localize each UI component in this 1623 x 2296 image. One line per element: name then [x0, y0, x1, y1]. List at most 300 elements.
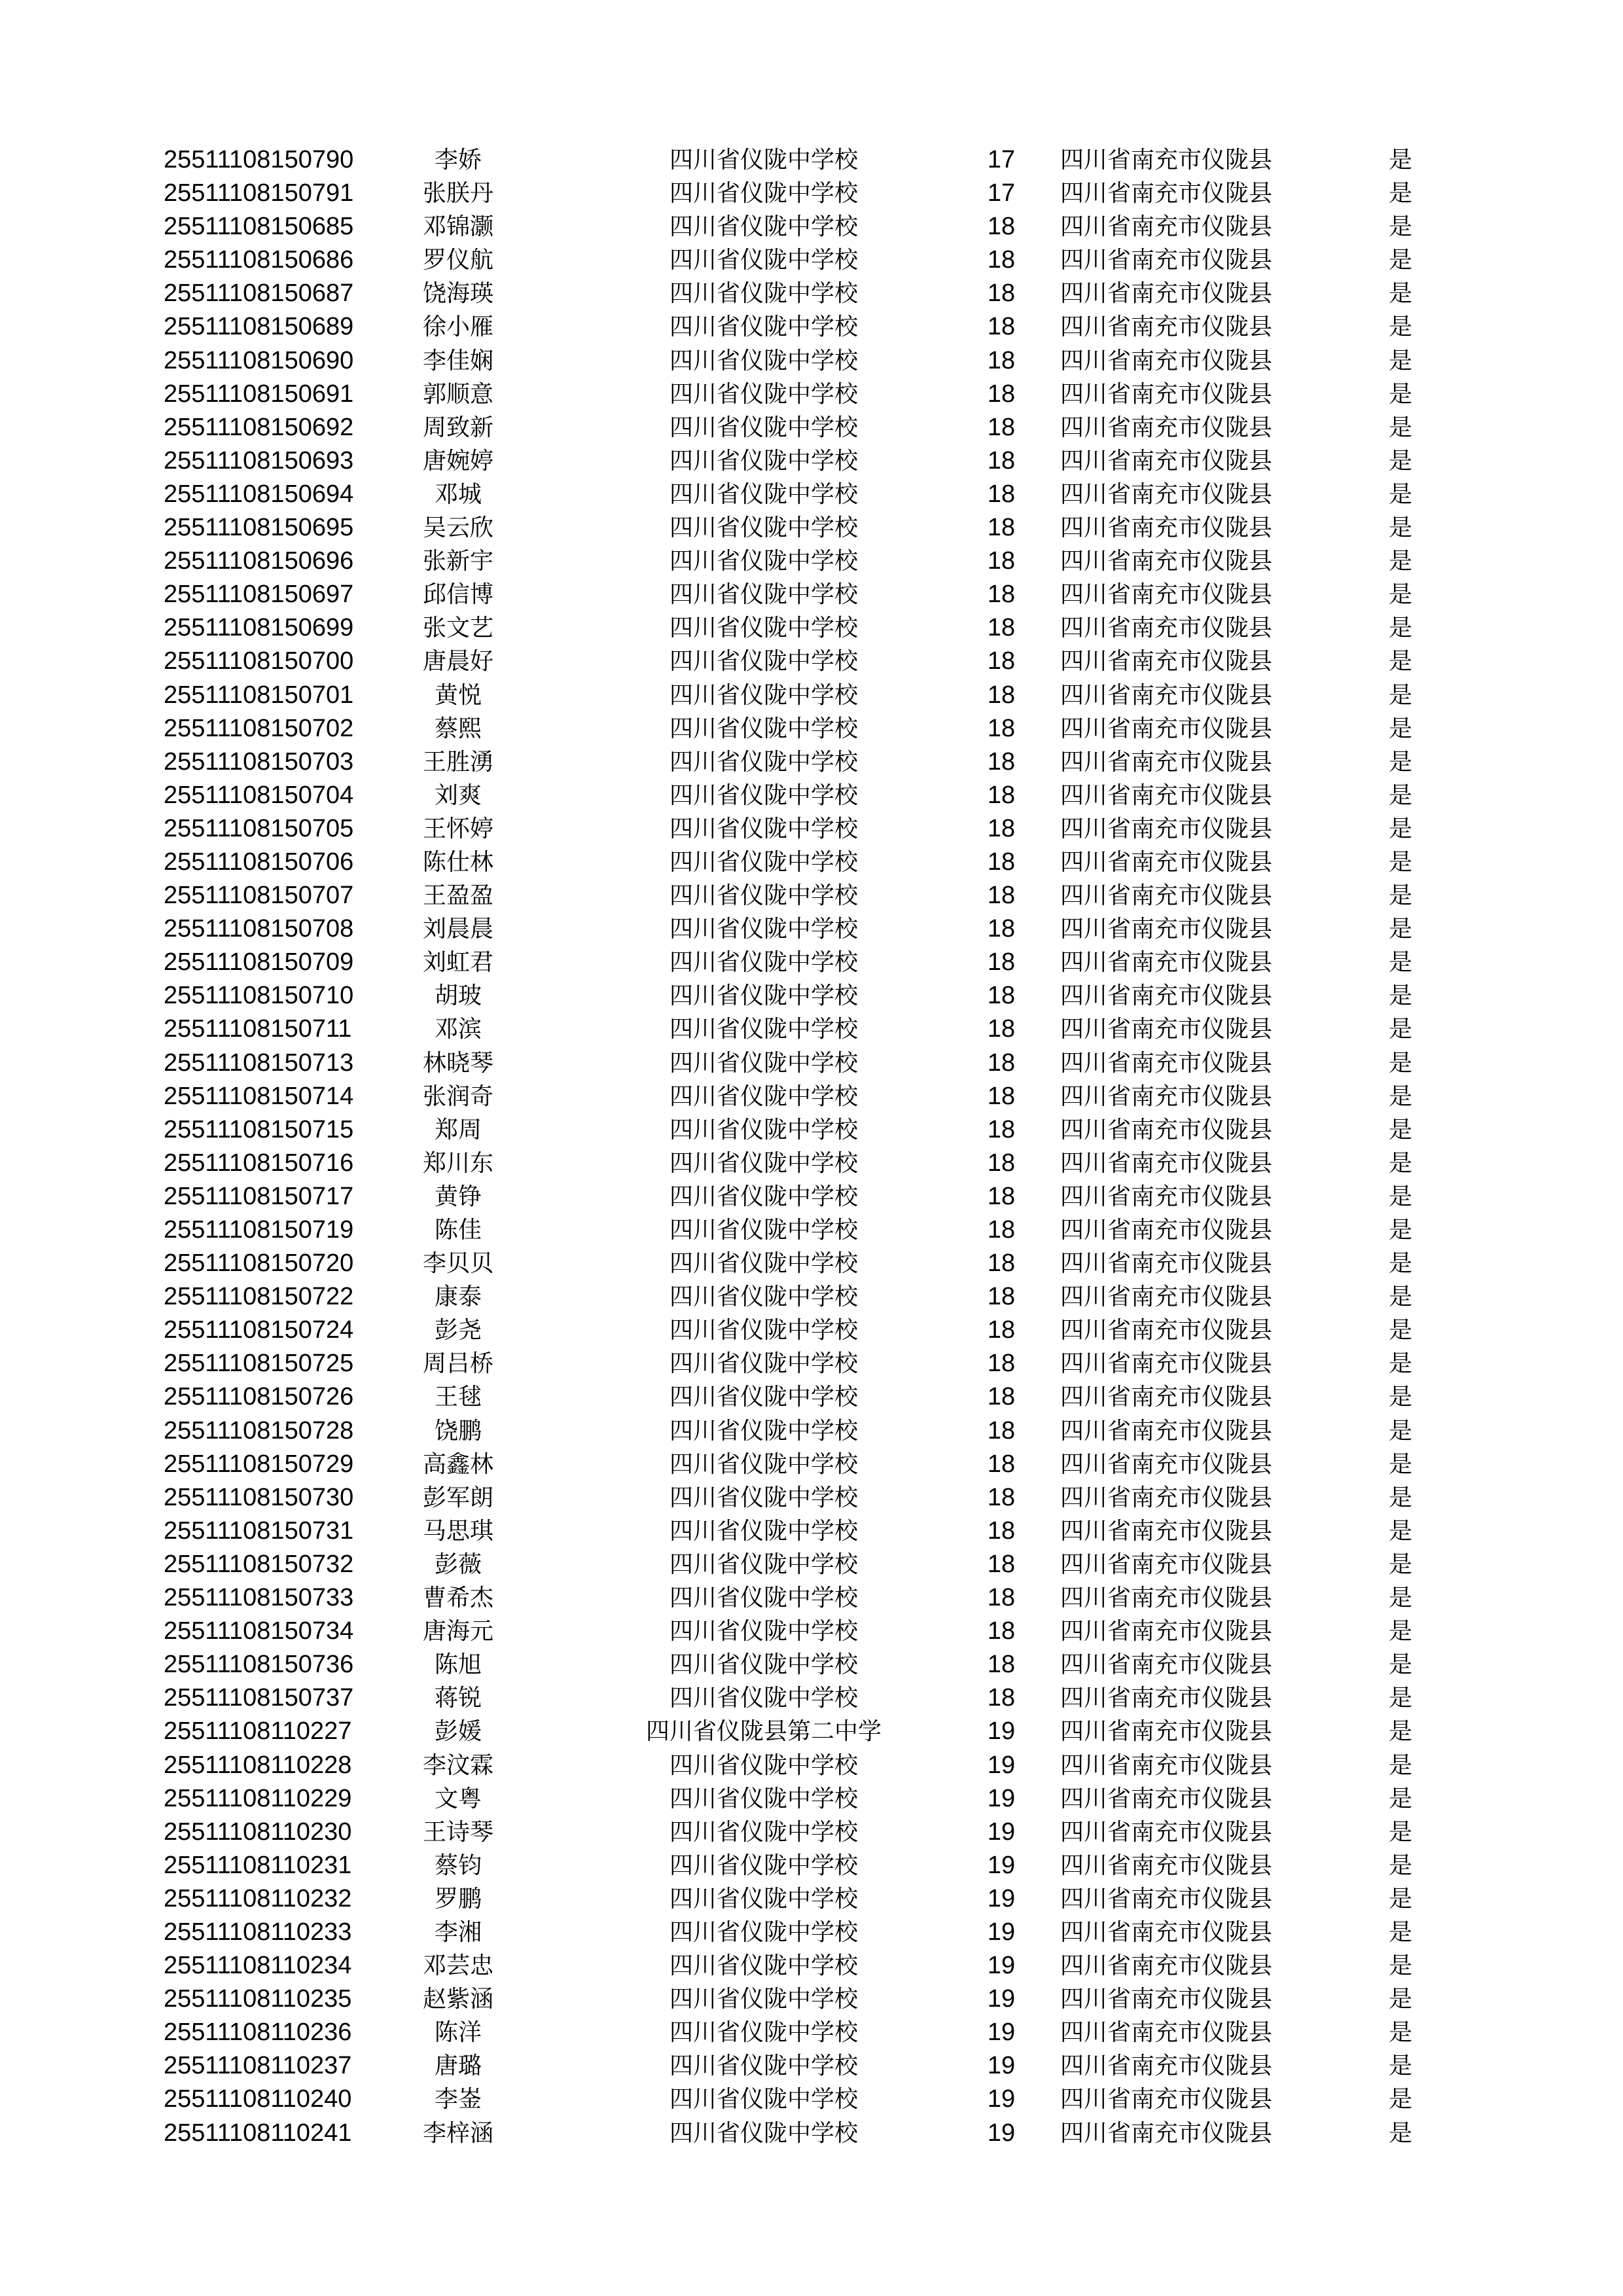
student-name: 胡玻 — [435, 982, 482, 1010]
region: 四川省南充市仪陇县 — [1060, 1384, 1273, 1411]
table-row: 25511108150736 陈旭 四川省仪陇中学校 18 四川省南充市仪陇县 是 — [0, 1648, 1623, 1681]
eligible-flag: 是 — [1389, 815, 1413, 842]
registration-id: 25511108150731 — [164, 1516, 354, 1545]
school-name: 四川省仪陇中学校 — [669, 1618, 859, 1645]
school-name: 四川省仪陇中学校 — [669, 648, 859, 675]
region: 四川省南充市仪陇县 — [1060, 247, 1273, 274]
school-name: 四川省仪陇中学校 — [669, 1317, 859, 1344]
table-row: 25511108150713 林晓琴 四川省仪陇中学校 18 四川省南充市仪陇县 是 — [0, 1047, 1623, 1080]
region: 四川省南充市仪陇县 — [1060, 1785, 1273, 1812]
student-name: 彭尧 — [435, 1317, 482, 1344]
school-name: 四川省仪陇中学校 — [669, 715, 859, 742]
table-row: 25511108150709 刘虹君 四川省仪陇中学校 18 四川省南充市仪陇县 是 — [0, 946, 1623, 979]
table-row: 25511108150714 张润奇 四川省仪陇中学校 18 四川省南充市仪陇县 是 — [0, 1080, 1623, 1113]
region: 四川省南充市仪陇县 — [1060, 581, 1273, 609]
registration-id: 25511108150696 — [164, 547, 354, 575]
region: 四川省南充市仪陇县 — [1060, 1350, 1273, 1378]
registration-id: 25511108150699 — [164, 614, 354, 642]
eligible-flag: 是 — [1389, 648, 1413, 675]
region: 四川省南充市仪陇县 — [1060, 1986, 1273, 2013]
school-name: 四川省仪陇中学校 — [669, 615, 859, 642]
student-name: 林晓琴 — [423, 1049, 494, 1077]
region: 四川省南充市仪陇县 — [1060, 314, 1273, 341]
registration-id: 25511108150724 — [164, 1316, 354, 1344]
eligible-flag: 是 — [1389, 1417, 1413, 1444]
student-name: 黄铮 — [435, 1183, 482, 1210]
eligible-flag: 是 — [1389, 1083, 1413, 1110]
eligible-flag: 是 — [1389, 1718, 1413, 1746]
school-name: 四川省仪陇中学校 — [669, 581, 859, 609]
eligible-flag: 是 — [1389, 1450, 1413, 1478]
region: 四川省南充市仪陇县 — [1060, 1952, 1273, 1980]
student-name: 唐海元 — [423, 1618, 494, 1645]
school-name: 四川省仪陇中学校 — [669, 514, 859, 542]
table-row: 25511108150726 王毬 四川省仪陇中学校 18 四川省南充市仪陇县 是 — [0, 1380, 1623, 1414]
registration-id: 25511108110240 — [164, 2085, 352, 2113]
student-name: 张朕丹 — [423, 180, 494, 207]
eligible-flag: 是 — [1389, 1350, 1413, 1378]
registration-id: 25511108150693 — [164, 446, 354, 475]
eligible-flag: 是 — [1389, 2053, 1413, 2080]
registration-id: 25511108150734 — [164, 1617, 354, 1645]
student-name: 邓滨 — [435, 1016, 482, 1043]
school-name: 四川省仪陇中学校 — [669, 1149, 859, 1177]
registration-id: 25511108150790 — [164, 146, 354, 173]
table-row: 25511108150715 郑周 四川省仪陇中学校 18 四川省南充市仪陇县 是 — [0, 1113, 1623, 1147]
school-name: 四川省仪陇中学校 — [669, 1818, 859, 1846]
eligible-flag: 是 — [1389, 1049, 1413, 1077]
student-name: 蒋锐 — [435, 1685, 482, 1712]
school-name: 四川省仪陇中学校 — [669, 1116, 859, 1143]
school-name: 四川省仪陇中学校 — [669, 147, 859, 173]
registration-id: 25511108150726 — [164, 1383, 354, 1411]
table-row: 25511108150733 曹希杰 四川省仪陇中学校 18 四川省南充市仪陇县 是 — [0, 1581, 1623, 1615]
region: 四川省南充市仪陇县 — [1060, 1618, 1273, 1645]
student-name: 蔡熙 — [435, 715, 482, 742]
student-name: 郭顺意 — [423, 380, 494, 408]
table-row: 25511108150734 唐海元 四川省仪陇中学校 18 四川省南充市仪陇县 是 — [0, 1615, 1623, 1648]
region: 四川省南充市仪陇县 — [1060, 147, 1273, 173]
school-name: 四川省仪陇中学校 — [669, 548, 859, 575]
registration-id: 25511108150728 — [164, 1416, 354, 1444]
table-row: 25511108150720 李贝贝 四川省仪陇中学校 18 四川省南充市仪陇县 是 — [0, 1247, 1623, 1280]
student-name: 陈旭 — [435, 1651, 482, 1679]
eligible-flag: 是 — [1389, 916, 1413, 943]
student-name: 唐婉婷 — [423, 447, 494, 475]
table-row: 25511108150705 王怀婷 四川省仪陇中学校 18 四川省南充市仪陇县 是 — [0, 812, 1623, 846]
student-name: 李娇 — [435, 147, 482, 173]
registration-id: 25511108150709 — [164, 948, 354, 977]
region: 四川省南充市仪陇县 — [1060, 1918, 1273, 1946]
table-row: 25511108110234 邓芸忠 四川省仪陇中学校 19 四川省南充市仪陇县 是 — [0, 1949, 1623, 1982]
region: 四川省南充市仪陇县 — [1060, 1484, 1273, 1511]
eligible-flag: 是 — [1389, 1016, 1413, 1043]
table-row: 25511108150790 李娇 四川省仪陇中学校 17 四川省南充市仪陇县 是 — [0, 143, 1623, 177]
table-row: 25511108150699 张文艺 四川省仪陇中学校 18 四川省南充市仪陇县 是 — [0, 611, 1623, 645]
table-row: 25511108150687 饶海瑛 四川省仪陇中学校 18 四川省南充市仪陇县 是 — [0, 277, 1623, 310]
eligible-flag: 是 — [1389, 615, 1413, 642]
eligible-flag: 是 — [1389, 1250, 1413, 1278]
eligible-flag: 是 — [1389, 2086, 1413, 2113]
student-name: 王胜湧 — [423, 748, 494, 776]
registration-id: 25511108150691 — [164, 380, 354, 408]
table-row: 25511108150703 王胜湧 四川省仪陇中学校 18 四川省南充市仪陇县 是 — [0, 745, 1623, 779]
region: 四川省南充市仪陇县 — [1060, 781, 1273, 809]
school-name: 四川省仪陇中学校 — [669, 781, 859, 809]
table-row: 25511108150697 邱信博 四川省仪陇中学校 18 四川省南充市仪陇县 是 — [0, 578, 1623, 611]
table-row: 25511108150711 邓滨 四川省仪陇中学校 18 四川省南充市仪陇县 是 — [0, 1013, 1623, 1046]
school-name: 四川省仪陇中学校 — [669, 1183, 859, 1210]
table-row: 25511108110231 蔡钧 四川省仪陇中学校 19 四川省南充市仪陇县 是 — [0, 1849, 1623, 1882]
school-name: 四川省仪陇中学校 — [669, 748, 859, 776]
table-row: 25511108150690 李佳娴 四川省仪陇中学校 18 四川省南充市仪陇县 是 — [0, 344, 1623, 378]
table-row: 25511108150694 邓城 四川省仪陇中学校 18 四川省南充市仪陇县 是 — [0, 478, 1623, 511]
student-name: 李梓涵 — [423, 2119, 494, 2147]
student-name: 饶鹏 — [435, 1417, 482, 1444]
student-name: 陈仕林 — [423, 848, 494, 876]
school-name: 四川省仪陇中学校 — [669, 2086, 859, 2113]
registration-id: 25511108110228 — [164, 1751, 352, 1779]
school-name: 四川省仪陇中学校 — [669, 1350, 859, 1378]
registration-id: 25511108150725 — [164, 1350, 354, 1378]
eligible-flag: 是 — [1389, 2119, 1413, 2147]
eligible-flag: 是 — [1389, 781, 1413, 809]
region: 四川省南充市仪陇县 — [1060, 2086, 1273, 2113]
student-name: 王诗琴 — [423, 1818, 494, 1846]
registration-id: 25511108110231 — [164, 1851, 352, 1879]
student-name: 唐璐 — [435, 2053, 482, 2080]
region: 四川省南充市仪陇县 — [1060, 2119, 1273, 2147]
registration-id: 25511108150736 — [164, 1651, 354, 1679]
eligible-flag: 是 — [1389, 213, 1413, 241]
eligible-flag: 是 — [1389, 1618, 1413, 1645]
registration-id: 25511108110233 — [164, 1918, 352, 1946]
registration-id: 25511108150694 — [164, 480, 354, 508]
table-row: 25511108150704 刘爽 四川省仪陇中学校 18 四川省南充市仪陇县 是 — [0, 779, 1623, 812]
school-name: 四川省仪陇中学校 — [669, 848, 859, 876]
student-name: 王盈盈 — [423, 882, 494, 910]
region: 四川省南充市仪陇县 — [1060, 916, 1273, 943]
school-name: 四川省仪陇中学校 — [669, 180, 859, 207]
student-name: 刘晨晨 — [423, 916, 494, 943]
eligible-flag: 是 — [1389, 1918, 1413, 1946]
registration-id: 25511108150732 — [164, 1550, 354, 1578]
table-row: 25511108110240 李崟 四川省仪陇中学校 19 四川省南充市仪陇县 是 — [0, 2083, 1623, 2116]
school-name: 四川省仪陇中学校 — [669, 1016, 859, 1043]
eligible-flag: 是 — [1389, 1183, 1413, 1210]
registration-id: 25511108150692 — [164, 413, 354, 441]
eligible-flag: 是 — [1389, 447, 1413, 475]
table-row: 25511108110241 李梓涵 四川省仪陇中学校 19 四川省南充市仪陇县 是 — [0, 2117, 1623, 2150]
registration-id: 25511108150700 — [164, 647, 354, 675]
registration-id: 25511108150685 — [164, 213, 354, 241]
region: 四川省南充市仪陇县 — [1060, 1585, 1273, 1612]
school-name: 四川省仪陇中学校 — [669, 347, 859, 374]
registration-id: 25511108150710 — [164, 982, 354, 1010]
school-name: 四川省仪陇中学校 — [669, 1852, 859, 1879]
table-row: 25511108150686 罗仪航 四川省仪陇中学校 18 四川省南充市仪陇县 是 — [0, 243, 1623, 277]
eligible-flag: 是 — [1389, 1818, 1413, 1846]
region: 四川省南充市仪陇县 — [1060, 1450, 1273, 1478]
student-name: 唐晨好 — [423, 648, 494, 675]
region: 四川省南充市仪陇县 — [1060, 1283, 1273, 1311]
table-row: 25511108150737 蒋锐 四川省仪陇中学校 18 四川省南充市仪陇县 是 — [0, 1681, 1623, 1715]
student-name: 高鑫林 — [423, 1450, 494, 1478]
eligible-flag: 是 — [1389, 1852, 1413, 1879]
registration-id: 25511108150687 — [164, 279, 354, 308]
eligible-flag: 是 — [1389, 280, 1413, 308]
student-name: 彭媛 — [435, 1718, 482, 1746]
table-row: 25511108150716 郑川东 四川省仪陇中学校 18 四川省南充市仪陇县 是 — [0, 1147, 1623, 1180]
registration-id: 25511108110230 — [164, 1818, 352, 1846]
registration-id: 25511108150697 — [164, 581, 354, 609]
eligible-flag: 是 — [1389, 247, 1413, 274]
registration-id: 25511108150704 — [164, 781, 354, 809]
eligible-flag: 是 — [1389, 380, 1413, 408]
region: 四川省南充市仪陇县 — [1060, 347, 1273, 374]
table-row: 25511108150701 黄悦 四川省仪陇中学校 18 四川省南充市仪陇县 是 — [0, 679, 1623, 712]
eligible-flag: 是 — [1389, 1384, 1413, 1411]
school-name: 四川省仪陇中学校 — [669, 213, 859, 241]
region: 四川省南充市仪陇县 — [1060, 280, 1273, 308]
student-name: 周致新 — [423, 414, 494, 441]
region: 四川省南充市仪陇县 — [1060, 615, 1273, 642]
table-row: 25511108150722 康泰 四川省仪陇中学校 18 四川省南充市仪陇县 是 — [0, 1280, 1623, 1314]
table-row: 25511108150724 彭尧 四川省仪陇中学校 18 四川省南充市仪陇县 是 — [0, 1314, 1623, 1347]
table-row: 25511108150700 唐晨好 四川省仪陇中学校 18 四川省南充市仪陇县 是 — [0, 645, 1623, 678]
school-name: 四川省仪陇中学校 — [669, 1517, 859, 1545]
eligible-flag: 是 — [1389, 1551, 1413, 1578]
registration-id: 25511108150720 — [164, 1249, 354, 1278]
school-name: 四川省仪陇中学校 — [669, 1484, 859, 1511]
table-row: 25511108110227 彭媛 四川省仪陇县第二中学 19 四川省南充市仪陇县 是 — [0, 1715, 1623, 1748]
registration-id: 25511108110235 — [164, 1985, 352, 2013]
school-name: 四川省仪陇中学校 — [669, 1751, 859, 1779]
student-name: 邓城 — [435, 480, 482, 508]
region: 四川省南充市仪陇县 — [1060, 1250, 1273, 1278]
region: 四川省南充市仪陇县 — [1060, 1651, 1273, 1679]
eligible-flag: 是 — [1389, 2019, 1413, 2047]
school-name: 四川省仪陇中学校 — [669, 1250, 859, 1278]
school-name: 四川省仪陇中学校 — [669, 380, 859, 408]
region: 四川省南充市仪陇县 — [1060, 1183, 1273, 1210]
registration-id: 25511108150703 — [164, 747, 354, 776]
region: 四川省南充市仪陇县 — [1060, 1517, 1273, 1545]
school-name: 四川省仪陇中学校 — [669, 1217, 859, 1244]
region: 四川省南充市仪陇县 — [1060, 1149, 1273, 1177]
region: 四川省南充市仪陇县 — [1060, 1016, 1273, 1043]
table-row: 25511108150695 吴云欣 四川省仪陇中学校 18 四川省南充市仪陇县 是 — [0, 511, 1623, 545]
table-row: 25511108150717 黄铮 四川省仪陇中学校 18 四川省南充市仪陇县 是 — [0, 1180, 1623, 1213]
school-name: 四川省仪陇中学校 — [669, 2119, 859, 2147]
eligible-flag: 是 — [1389, 982, 1413, 1010]
table-row: 25511108150689 徐小雁 四川省仪陇中学校 18 四川省南充市仪陇县 是 — [0, 310, 1623, 344]
table-row: 25511108150692 周致新 四川省仪陇中学校 18 四川省南充市仪陇县 是 — [0, 411, 1623, 444]
school-name: 四川省仪陇中学校 — [669, 1918, 859, 1946]
eligible-flag: 是 — [1389, 347, 1413, 374]
eligible-flag: 是 — [1389, 949, 1413, 977]
region: 四川省南充市仪陇县 — [1060, 1116, 1273, 1143]
student-name: 罗仪航 — [423, 247, 494, 274]
region: 四川省南充市仪陇县 — [1060, 1083, 1273, 1110]
student-name: 黄悦 — [435, 681, 482, 709]
table-row: 25511108150706 陈仕林 四川省仪陇中学校 18 四川省南充市仪陇县 是 — [0, 846, 1623, 879]
student-name: 王怀婷 — [423, 815, 494, 842]
table-row: 25511108150707 王盈盈 四川省仪陇中学校 18 四川省南充市仪陇县 是 — [0, 879, 1623, 912]
registration-id: 25511108150690 — [164, 346, 354, 374]
region: 四川省南充市仪陇县 — [1060, 1551, 1273, 1578]
table-row: 25511108150719 陈佳 四川省仪陇中学校 18 四川省南充市仪陇县 是 — [0, 1213, 1623, 1247]
table-row: 25511108110228 李汶霖 四川省仪陇中学校 19 四川省南充市仪陇县 是 — [0, 1749, 1623, 1782]
table-row: 25511108150729 高鑫林 四川省仪陇中学校 18 四川省南充市仪陇县 是 — [0, 1448, 1623, 1481]
school-name: 四川省仪陇中学校 — [669, 280, 859, 308]
school-name: 四川省仪陇中学校 — [669, 1785, 859, 1812]
student-name: 曹希杰 — [423, 1585, 494, 1612]
school-name: 四川省仪陇中学校 — [669, 2019, 859, 2047]
school-name: 四川省仪陇中学校 — [669, 1585, 859, 1612]
registration-id: 25511108150715 — [164, 1115, 354, 1143]
table-row: 25511108110232 罗鹏 四川省仪陇中学校 19 四川省南充市仪陇县 是 — [0, 1882, 1623, 1916]
school-name: 四川省仪陇中学校 — [669, 480, 859, 508]
student-name: 李崟 — [435, 2086, 482, 2113]
student-name: 彭薇 — [435, 1551, 482, 1578]
student-name: 周吕桥 — [423, 1350, 494, 1378]
student-name: 吴云欣 — [423, 514, 494, 542]
region: 四川省南充市仪陇县 — [1060, 1852, 1273, 1879]
region: 四川省南充市仪陇县 — [1060, 1217, 1273, 1244]
school-name: 四川省仪陇中学校 — [669, 2053, 859, 2080]
student-name: 彭军朗 — [423, 1484, 494, 1511]
registration-id: 25511108110229 — [164, 1784, 352, 1812]
registration-id: 25511108110241 — [164, 2119, 352, 2147]
registration-id: 25511108150719 — [164, 1216, 354, 1244]
region: 四川省南充市仪陇县 — [1060, 748, 1273, 776]
registration-id: 25511108110234 — [164, 1952, 352, 1980]
eligible-flag: 是 — [1389, 1517, 1413, 1545]
eligible-flag: 是 — [1389, 748, 1413, 776]
registration-id: 25511108150706 — [164, 848, 354, 876]
eligible-flag: 是 — [1389, 1751, 1413, 1779]
eligible-flag: 是 — [1389, 480, 1413, 508]
roster-table — [0, 143, 1623, 2150]
region: 四川省南充市仪陇县 — [1060, 548, 1273, 575]
eligible-flag: 是 — [1389, 1484, 1413, 1511]
school-name: 四川省仪陇中学校 — [669, 1283, 859, 1311]
table-row: 25511108150691 郭顺意 四川省仪陇中学校 18 四川省南充市仪陇县 是 — [0, 378, 1623, 411]
table-row: 25511108110236 陈洋 四川省仪陇中学校 19 四川省南充市仪陇县 是 — [0, 2016, 1623, 2049]
table-row: 25511108150791 张朕丹 四川省仪陇中学校 17 四川省南充市仪陇县 是 — [0, 177, 1623, 210]
eligible-flag: 是 — [1389, 1317, 1413, 1344]
student-name: 邓芸忠 — [423, 1952, 494, 1980]
school-name: 四川省仪陇中学校 — [669, 1049, 859, 1077]
region: 四川省南充市仪陇县 — [1060, 882, 1273, 910]
table-row: 25511108150731 马思琪 四川省仪陇中学校 18 四川省南充市仪陇县 是 — [0, 1515, 1623, 1548]
table-row: 25511108110233 李湘 四川省仪陇中学校 19 四川省南充市仪陇县 是 — [0, 1916, 1623, 1949]
student-name: 文粤 — [435, 1785, 482, 1812]
school-name: 四川省仪陇中学校 — [669, 1685, 859, 1712]
eligible-flag: 是 — [1389, 1785, 1413, 1812]
school-name: 四川省仪陇中学校 — [669, 815, 859, 842]
region: 四川省南充市仪陇县 — [1060, 648, 1273, 675]
registration-id: 25511108150733 — [164, 1584, 354, 1612]
registration-id: 25511108150708 — [164, 915, 354, 943]
eligible-flag: 是 — [1389, 581, 1413, 609]
student-name: 王毬 — [435, 1384, 482, 1411]
school-name: 四川省仪陇中学校 — [669, 1986, 859, 2013]
registration-id: 25511108150701 — [164, 681, 354, 709]
table-row: 25511108150708 刘晨晨 四川省仪陇中学校 18 四川省南充市仪陇县 是 — [0, 912, 1623, 946]
school-name: 四川省仪陇中学校 — [669, 1384, 859, 1411]
school-name: 四川省仪陇中学校 — [669, 1450, 859, 1478]
registration-id: 25511108150716 — [164, 1149, 354, 1177]
eligible-flag: 是 — [1389, 1585, 1413, 1612]
eligible-flag: 是 — [1389, 180, 1413, 207]
student-name: 饶海瑛 — [423, 280, 494, 308]
region: 四川省南充市仪陇县 — [1060, 1718, 1273, 1746]
student-name: 陈洋 — [435, 2019, 482, 2047]
student-name: 李佳娴 — [423, 347, 494, 374]
region: 四川省南充市仪陇县 — [1060, 681, 1273, 709]
school-name: 四川省仪陇中学校 — [669, 882, 859, 910]
registration-id: 25511108110227 — [164, 1717, 352, 1746]
region: 四川省南充市仪陇县 — [1060, 949, 1273, 977]
student-name: 李湘 — [435, 1918, 482, 1946]
student-name: 陈佳 — [435, 1217, 482, 1244]
student-name: 李贝贝 — [423, 1250, 494, 1278]
registration-id: 25511108110236 — [164, 2018, 352, 2047]
registration-id: 25511108150717 — [164, 1182, 354, 1210]
eligible-flag: 是 — [1389, 1685, 1413, 1712]
student-name: 赵紫涵 — [423, 1986, 494, 2013]
table-row: 25511108150693 唐婉婷 四川省仪陇中学校 18 四川省南充市仪陇县 是 — [0, 444, 1623, 478]
region: 四川省南充市仪陇县 — [1060, 1049, 1273, 1077]
school-name: 四川省仪陇中学校 — [669, 1417, 859, 1444]
region: 四川省南充市仪陇县 — [1060, 1317, 1273, 1344]
eligible-flag: 是 — [1389, 681, 1413, 709]
student-name: 张新宇 — [423, 548, 494, 575]
registration-id: 25511108150686 — [164, 246, 354, 274]
region: 四川省南充市仪陇县 — [1060, 414, 1273, 441]
school-name: 四川省仪陇中学校 — [669, 447, 859, 475]
region: 四川省南充市仪陇县 — [1060, 213, 1273, 241]
eligible-flag: 是 — [1389, 1952, 1413, 1980]
school-name: 四川省仪陇中学校 — [669, 414, 859, 441]
student-name: 康泰 — [435, 1283, 482, 1311]
region: 四川省南充市仪陇县 — [1060, 180, 1273, 207]
table-row: 25511108110235 赵紫涵 四川省仪陇中学校 19 四川省南充市仪陇县 是 — [0, 1982, 1623, 2016]
region: 四川省南充市仪陇县 — [1060, 1417, 1273, 1444]
region: 四川省南充市仪陇县 — [1060, 848, 1273, 876]
registration-id: 25511108110232 — [164, 1884, 352, 1912]
region: 四川省南充市仪陇县 — [1060, 2053, 1273, 2080]
table-row: 25511108150685 邓锦灏 四川省仪陇中学校 18 四川省南充市仪陇县 是 — [0, 210, 1623, 243]
student-name: 刘爽 — [435, 781, 482, 809]
registration-id: 25511108150730 — [164, 1483, 354, 1511]
student-name: 马思琪 — [423, 1517, 494, 1545]
region: 四川省南充市仪陇县 — [1060, 480, 1273, 508]
table-row: 25511108150725 周吕桥 四川省仪陇中学校 18 四川省南充市仪陇县 是 — [0, 1347, 1623, 1380]
school-name: 四川省仪陇中学校 — [669, 916, 859, 943]
eligible-flag: 是 — [1389, 1149, 1413, 1177]
registration-id: 25511108150713 — [164, 1049, 354, 1077]
registration-id: 25511108110237 — [164, 2052, 352, 2080]
table-row: 25511108150730 彭军朗 四川省仪陇中学校 18 四川省南充市仪陇县 是 — [0, 1481, 1623, 1515]
table-row: 25511108150702 蔡熙 四川省仪陇中学校 18 四川省南充市仪陇县 是 — [0, 712, 1623, 745]
registration-id: 25511108150791 — [164, 179, 354, 207]
school-name: 四川省仪陇中学校 — [669, 1885, 859, 1912]
registration-id: 25511108150705 — [164, 814, 354, 842]
registration-id: 25511108150722 — [164, 1283, 354, 1311]
